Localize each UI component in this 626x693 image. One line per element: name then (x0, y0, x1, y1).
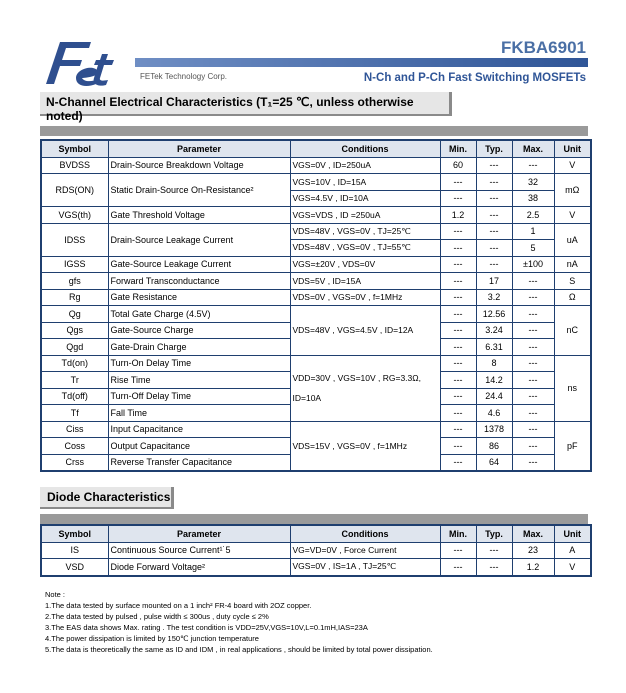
col-max: Max. (512, 525, 554, 542)
cell-conditions: VGS=VDS , ID =250uA (290, 207, 440, 224)
cond-line-2: ID=10A (292, 393, 322, 403)
cell-parameter: Total Gate Charge (4.5V) (108, 306, 290, 323)
section-title-diode: Diode Characteristics (40, 487, 174, 509)
cell-min: --- (440, 223, 476, 240)
cell-unit: pF (554, 421, 591, 471)
cell-typ: --- (476, 207, 512, 224)
cell-min: --- (440, 559, 476, 576)
page-subtitle: N-Ch and P-Ch Fast Switching MOSFETs (363, 72, 586, 84)
table-row (41, 174, 591, 191)
col-symbol: Symbol (41, 140, 108, 157)
cell-conditions: VDS=48V , VGS=0V , TJ=55℃ (290, 240, 440, 257)
cell-max: --- (512, 355, 554, 372)
cell-max: ±100 (512, 256, 554, 273)
cell-symbol: gfs (41, 273, 108, 290)
cell-typ: 14.2 (476, 372, 512, 389)
table-row (41, 355, 591, 372)
col-parameter: Parameter (108, 525, 290, 542)
table-header-row (41, 525, 591, 542)
col-max: Max. (512, 140, 554, 157)
cell-min: 1.2 (440, 207, 476, 224)
note-item: 3.The EAS data shows Max. rating . The test condition is VDD=25V,VGS=10V,L=0.1mH,IAS=23A (45, 623, 368, 632)
cell-min: --- (440, 306, 476, 323)
cell-parameter: Gate Threshold Voltage (108, 207, 290, 224)
cell-unit: nC (554, 306, 591, 356)
cell-max: --- (512, 405, 554, 422)
diode-table (40, 524, 592, 577)
cell-parameter: Reverse Transfer Capacitance (108, 454, 290, 471)
table-top-bar (40, 514, 588, 524)
cell-min: --- (440, 542, 476, 559)
cell-max: --- (512, 388, 554, 405)
header-rule (135, 58, 588, 67)
col-conditions: Conditions (290, 525, 440, 542)
cell-min: --- (440, 405, 476, 422)
cell-unit: ns (554, 355, 591, 421)
cell-max: 23 (512, 542, 554, 559)
cell-parameter: Gate Resistance (108, 289, 290, 306)
cell-symbol: Tf (41, 405, 108, 422)
cell-parameter: Gate-Source Leakage Current (108, 256, 290, 273)
cell-symbol: BVDSS (41, 157, 108, 174)
cell-max: --- (512, 289, 554, 306)
cell-symbol: IS (41, 542, 108, 559)
cell-typ: 6.31 (476, 339, 512, 356)
cell-symbol: IDSS (41, 223, 108, 256)
cell-typ: 1378 (476, 421, 512, 438)
cell-min: --- (440, 289, 476, 306)
cell-symbol: VSD (41, 559, 108, 576)
cell-typ: --- (476, 174, 512, 191)
cell-min: --- (440, 240, 476, 257)
table-header-row (41, 140, 591, 157)
note-item: 1.The data tested by surface mounted on a 1 inch² FR-4 board with 2OZ copper. (45, 601, 312, 610)
cell-parameter: Turn-Off Delay Time (108, 388, 290, 405)
col-conditions: Conditions (290, 140, 440, 157)
fetek-logo (36, 34, 126, 90)
note-item: 4.The power dissipation is limited by 150℃ junction temperature (45, 634, 259, 643)
cell-symbol: Qg (41, 306, 108, 323)
cell-conditions: VGS=0V , IS=1A , TJ=25℃ (290, 559, 440, 576)
col-min: Min. (440, 140, 476, 157)
cell-min: --- (440, 372, 476, 389)
cell-typ: 8 (476, 355, 512, 372)
cell-typ: 24.4 (476, 388, 512, 405)
cell-typ: --- (476, 190, 512, 207)
notes-block (45, 589, 433, 655)
cell-min: --- (440, 322, 476, 339)
table-row (41, 289, 591, 306)
cell-typ: 86 (476, 438, 512, 455)
cell-parameter: Drain-Source Leakage Current (108, 223, 290, 256)
cell-max: --- (512, 157, 554, 174)
cond-line-1: VDD=30V , VGS=10V , RG=3.3Ω, (292, 373, 421, 383)
cell-typ: 3.2 (476, 289, 512, 306)
cell-unit: V (554, 559, 591, 576)
cell-conditions: VGS=0V , ID=250uA (290, 157, 440, 174)
cell-max: --- (512, 306, 554, 323)
cell-max: 5 (512, 240, 554, 257)
cell-min: 60 (440, 157, 476, 174)
table-row (41, 256, 591, 273)
cell-conditions: VDS=0V , VGS=0V , f=1MHz (290, 289, 440, 306)
col-typ: Typ. (476, 525, 512, 542)
cell-max: 2.5 (512, 207, 554, 224)
table-row (41, 223, 591, 240)
cell-min: --- (440, 421, 476, 438)
cell-parameter: Static Drain-Source On-Resistance² (108, 174, 290, 207)
note-item: 2.The data tested by pulsed , pulse width ≤ 300us , duty cycle ≤ 2% (45, 612, 269, 621)
cell-typ: 4.6 (476, 405, 512, 422)
cell-unit: A (554, 542, 591, 559)
cell-symbol: Qgd (41, 339, 108, 356)
cell-parameter: Forward Transconductance (108, 273, 290, 290)
cell-unit: Ω (554, 289, 591, 306)
cell-max: --- (512, 372, 554, 389)
cell-symbol: Ciss (41, 421, 108, 438)
cell-symbol: Crss (41, 454, 108, 471)
col-symbol: Symbol (41, 525, 108, 542)
cell-symbol: Rg (41, 289, 108, 306)
cell-symbol: Td(off) (41, 388, 108, 405)
cell-parameter: Gate-Source Charge (108, 322, 290, 339)
cell-min: --- (440, 174, 476, 191)
cell-max: --- (512, 421, 554, 438)
cell-min: --- (440, 454, 476, 471)
part-number: FKBA6901 (500, 38, 586, 57)
cell-parameter: Rise Time (108, 372, 290, 389)
table-row (41, 207, 591, 224)
cell-typ: --- (476, 223, 512, 240)
cell-max: 1 (512, 223, 554, 240)
cell-max: 32 (512, 174, 554, 191)
cell-symbol: Td(on) (41, 355, 108, 372)
cell-symbol: IGSS (41, 256, 108, 273)
cell-symbol: Coss (41, 438, 108, 455)
table-row (41, 306, 591, 323)
cell-min: --- (440, 339, 476, 356)
cell-unit: uA (554, 223, 591, 256)
cell-conditions: VGS=4.5V , ID=10A (290, 190, 440, 207)
cell-min: --- (440, 388, 476, 405)
col-min: Min. (440, 525, 476, 542)
cell-max: --- (512, 339, 554, 356)
cell-typ: 17 (476, 273, 512, 290)
cell-typ: 12.56 (476, 306, 512, 323)
cell-typ: --- (476, 240, 512, 257)
company-name: FETek Technology Corp. (140, 72, 228, 81)
cell-parameter: Drain-Source Breakdown Voltage (108, 157, 290, 174)
cell-typ: --- (476, 256, 512, 273)
cell-unit: S (554, 273, 591, 290)
cell-typ: --- (476, 559, 512, 576)
cell-parameter: Output Capacitance (108, 438, 290, 455)
cell-symbol: RDS(ON) (41, 174, 108, 207)
cell-conditions (290, 355, 440, 421)
col-unit: Unit (554, 525, 591, 542)
cell-min: --- (440, 256, 476, 273)
cell-parameter: Fall Time (108, 405, 290, 422)
cell-conditions: VG=VD=0V , Force Current (290, 542, 440, 559)
cell-parameter: Turn-On Delay Time (108, 355, 290, 372)
cell-max: 1.2 (512, 559, 554, 576)
cell-symbol: Qgs (41, 322, 108, 339)
table-row (41, 273, 591, 290)
cell-symbol: Tr (41, 372, 108, 389)
cell-max: --- (512, 322, 554, 339)
cell-min: --- (440, 355, 476, 372)
cell-unit: V (554, 157, 591, 174)
cell-unit: nA (554, 256, 591, 273)
cell-parameter: Diode Forward Voltage² (108, 559, 290, 576)
cell-conditions: VDS=5V , ID=15A (290, 273, 440, 290)
table-row (41, 421, 591, 438)
cell-min: --- (440, 438, 476, 455)
col-typ: Typ. (476, 140, 512, 157)
notes-heading: Note : (45, 590, 66, 599)
table-top-bar (40, 126, 588, 136)
cell-parameter: Input Capacitance (108, 421, 290, 438)
cell-conditions: VDS=48V , VGS=0V , TJ=25℃ (290, 223, 440, 240)
cell-max: --- (512, 454, 554, 471)
cell-typ: 3.24 (476, 322, 512, 339)
col-parameter: Parameter (108, 140, 290, 157)
col-unit: Unit (554, 140, 591, 157)
cell-conditions: VGS=±20V , VDS=0V (290, 256, 440, 273)
note-item: 5.The data is theoretically the same as ID and IDM , in real applications , should be limited by total power dissipation. (45, 645, 433, 654)
cell-typ: --- (476, 157, 512, 174)
cell-max: 38 (512, 190, 554, 207)
table-row (41, 157, 591, 174)
cell-min: --- (440, 273, 476, 290)
table-row (41, 559, 591, 576)
cell-parameter: Gate-Drain Charge (108, 339, 290, 356)
table-row (41, 542, 591, 559)
cell-unit: V (554, 207, 591, 224)
cell-typ: --- (476, 542, 512, 559)
cell-max: --- (512, 273, 554, 290)
n-channel-table (40, 139, 592, 472)
cell-symbol: VGS(th) (41, 207, 108, 224)
cell-conditions: VDS=48V , VGS=4.5V , ID=12A (290, 306, 440, 356)
cell-max: --- (512, 438, 554, 455)
cell-parameter: Continuous Source Current¹˙5 (108, 542, 290, 559)
cell-conditions: VDS=15V , VGS=0V , f=1MHz (290, 421, 440, 471)
cell-min: --- (440, 190, 476, 207)
cell-conditions: VGS=10V , ID=15A (290, 174, 440, 191)
section-title-n-channel: N-Channel Electrical Characteristics (T₁=25 ℃, unless otherwise noted) (40, 92, 452, 116)
cell-typ: 64 (476, 454, 512, 471)
cell-unit: mΩ (554, 174, 591, 207)
